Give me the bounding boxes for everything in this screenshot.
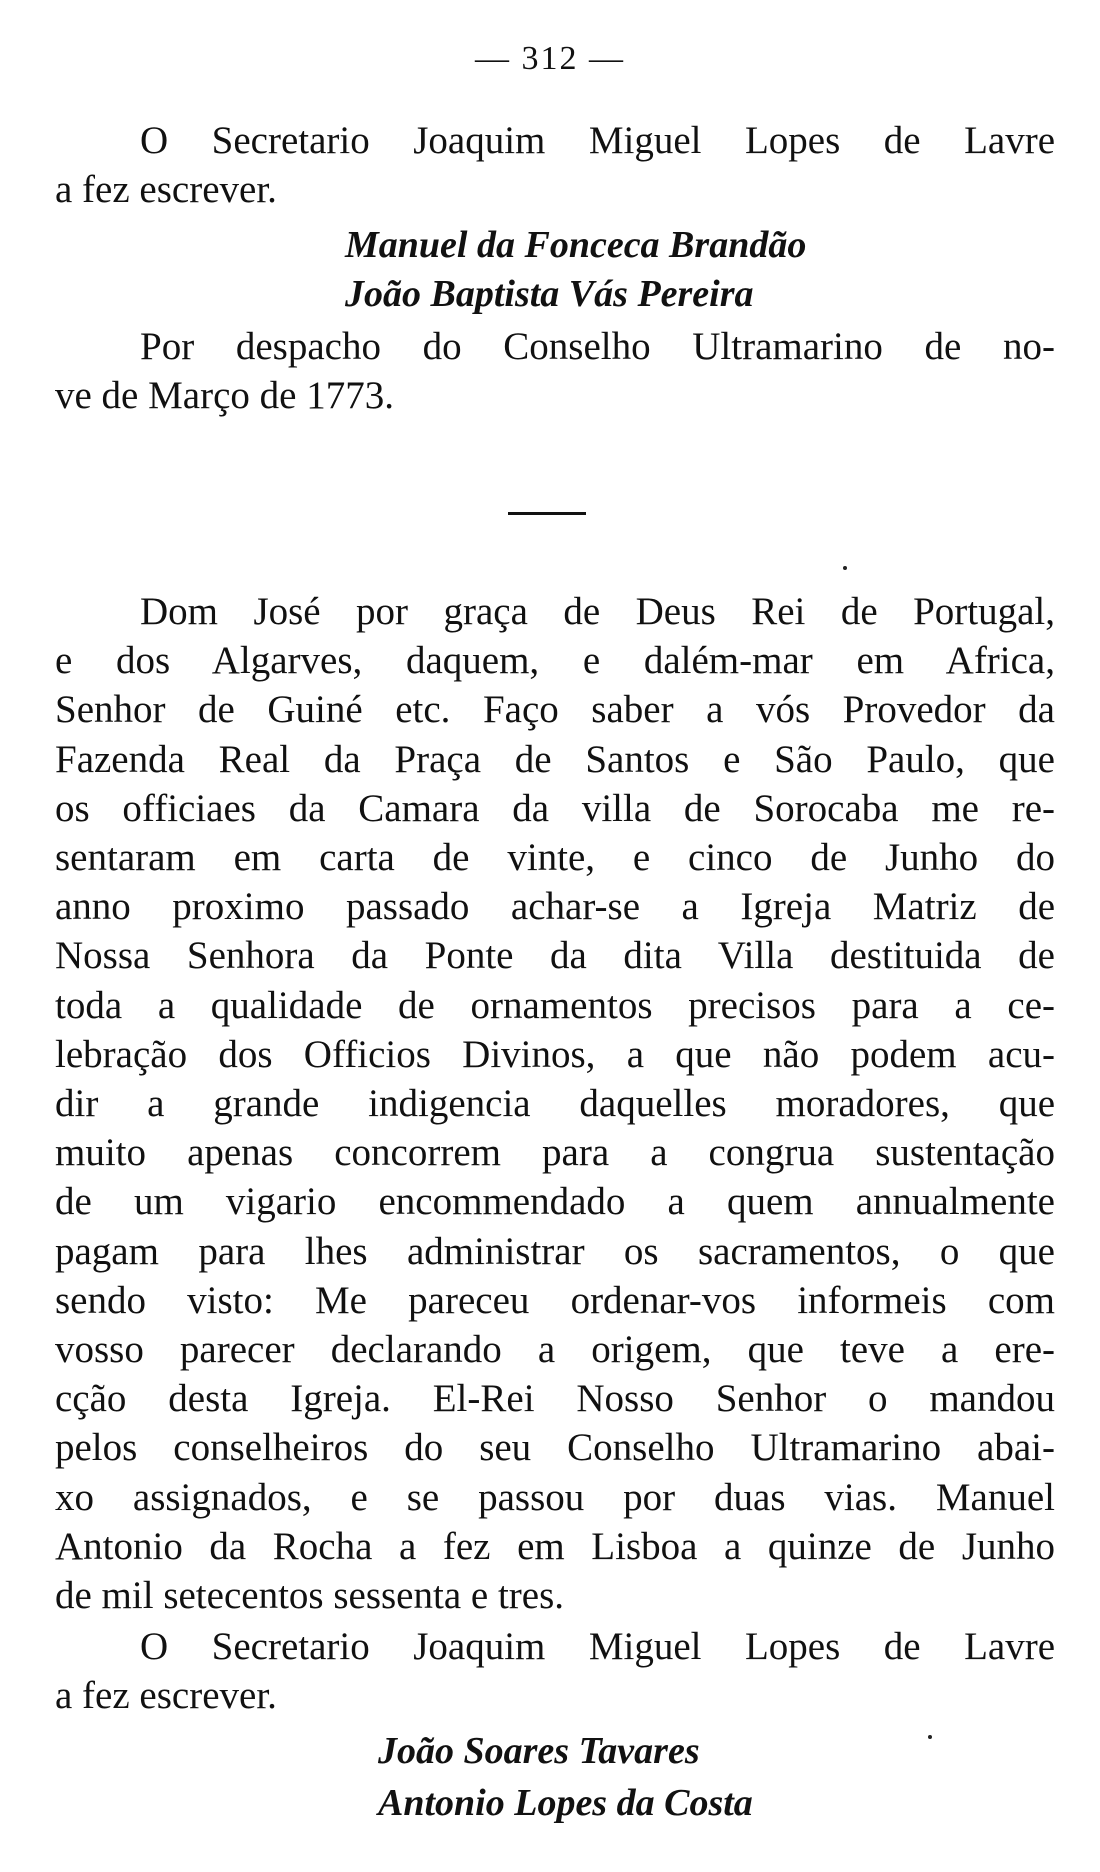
text-line: Por despacho do Conselho Ultramarino de no- (140, 325, 1055, 368)
section-divider (508, 512, 586, 515)
text-line: a fez escrever. (55, 168, 277, 211)
text-line: anno proximo passado achar-se a Igreja Matriz de (55, 885, 1055, 929)
text-line: sentaram em carta de vinte, e cinco de Junho do (55, 836, 1055, 880)
text-line: ve de Março de 1773. (55, 374, 394, 417)
text-line: Nossa Senhora da Ponte da dita Villa destituida de (55, 934, 1055, 978)
scan-speck (843, 566, 847, 570)
text-line: de mil setecentos sessenta e tres. (55, 1574, 564, 1618)
scan-speck (928, 1735, 932, 1739)
text-line: a fez escrever. (55, 1674, 277, 1717)
text-line: de um vigario encommendado a quem annualmente (55, 1180, 1055, 1224)
secretary-note-2 (55, 1622, 1055, 1720)
text-line: toda a qualidade de ornamentos precisos para a ce- (55, 983, 1055, 1027)
text-line: pagam para lhes administrar os sacramentos, o que (55, 1229, 1055, 1273)
signature-line: Antonio Lopes da Costa (378, 1782, 753, 1824)
text-line: vosso parecer declarando a origem, que teve a ere- (55, 1328, 1055, 1372)
royal-decree-text (55, 587, 1055, 1620)
text-line: Dom José por graça de Deus Rei de Portugal, (140, 590, 1055, 633)
signature-line: João Soares Tavares (378, 1730, 700, 1772)
text-line: O Secretario Joaquim Miguel Lopes de Lavre (140, 1625, 1055, 1668)
text-line: muito apenas concorrem para a congrua sustentação (55, 1131, 1055, 1175)
text-line: cção desta Igreja. El-Rei Nosso Senhor o mandou (55, 1377, 1055, 1421)
text-line: dir a grande indigencia daquelles moradores, que (55, 1082, 1055, 1126)
signature-line: João Baptista Vás Pereira (345, 273, 754, 315)
text-line: Fazenda Real da Praça de Santos e São Paulo, que (55, 737, 1055, 781)
secretary-note-1 (55, 116, 1055, 214)
text-line: Senhor de Guiné etc. Faço saber a vós Provedor da (55, 688, 1055, 732)
text-line: sendo visto: Me pareceu ordenar-vos informeis com (55, 1278, 1055, 1322)
page-number: — 312 — (475, 40, 625, 77)
text-line: os officiaes da Camara da villa de Sorocaba me re- (55, 786, 1055, 830)
text-line: O Secretario Joaquim Miguel Lopes de Lavre (140, 119, 1055, 162)
text-line: lebração dos Officios Divinos, a que não podem acu- (55, 1032, 1055, 1076)
text-line: pelos conselheiros do seu Conselho Ultramarino abai- (55, 1426, 1055, 1470)
text-line: xo assignados, e se passou por duas vias. Manuel (55, 1475, 1055, 1519)
signature-line: Manuel da Fonceca Brandão (345, 224, 807, 266)
text-line: Antonio da Rocha a fez em Lisboa a quinze de Junho (55, 1524, 1055, 1568)
text-line: e dos Algarves, daquem, e dalém-mar em Africa, (55, 639, 1055, 683)
dispatch-note (55, 322, 1055, 420)
